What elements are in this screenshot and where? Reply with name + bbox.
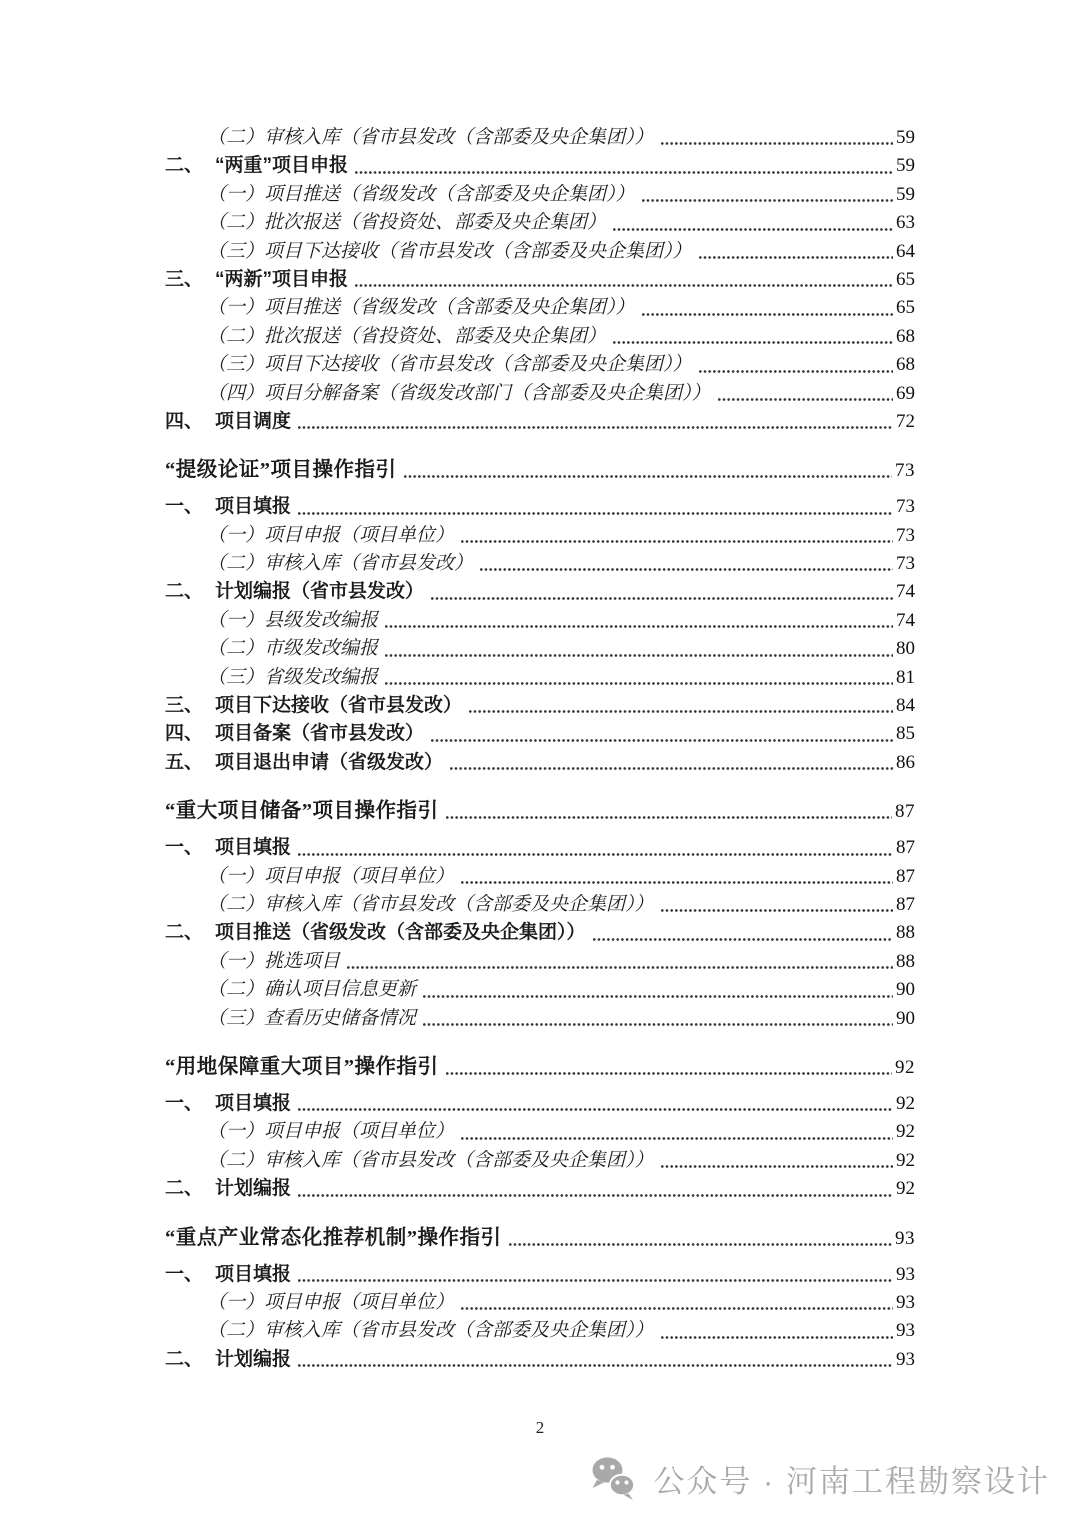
toc-entry-page-number: 87	[896, 893, 915, 915]
toc-entry[interactable]	[165, 179, 915, 207]
toc-entry-label: 项目申报（项目单位）	[264, 524, 455, 546]
toc-entry[interactable]	[165, 747, 915, 775]
toc-entry-number: （二）	[207, 127, 265, 148]
toc-entry-number: （三）	[207, 354, 265, 376]
toc-entry[interactable]	[165, 236, 915, 264]
toc-entry-label: “重大项目储备”项目操作指引	[165, 800, 439, 823]
toc-entry-page-number: 65	[896, 297, 915, 319]
toc-entry-page-number: 93	[895, 1227, 915, 1249]
toc-entry[interactable]	[165, 1287, 915, 1315]
dot-leader	[461, 540, 893, 543]
toc-entry-number: （二）	[207, 325, 265, 347]
dot-leader	[699, 370, 893, 373]
toc-entry-label: 项目申报（项目单位）	[264, 1121, 455, 1143]
toc-entry-label: 项目申报（项目单位）	[264, 865, 455, 887]
toc-entry-page-number: 85	[896, 723, 915, 745]
toc-entry-page-number: 87	[896, 865, 915, 887]
table-of-contents	[165, 122, 915, 1372]
dot-leader	[461, 881, 893, 884]
dot-leader	[298, 853, 893, 856]
toc-entry-label: 项目推送（省级发改（含部委及央企集团））	[264, 297, 635, 319]
toc-entry[interactable]	[165, 491, 915, 519]
dot-leader	[461, 1137, 893, 1140]
toc-entry-page-number: 59	[896, 183, 915, 205]
dot-leader	[450, 767, 893, 770]
toc-entry-number: 一、	[165, 1263, 204, 1285]
toc-entry-label: 查看历史储备情况	[264, 1007, 417, 1029]
toc-entry-number: （一）	[207, 297, 265, 319]
toc-entry[interactable]	[165, 150, 915, 178]
dot-leader	[298, 1364, 893, 1367]
dot-leader	[480, 568, 893, 571]
toc-entry[interactable]	[165, 633, 915, 661]
toc-entry-page-number: 81	[896, 666, 915, 688]
dot-leader	[423, 995, 893, 998]
toc-entry-label: 计划编报	[215, 1178, 292, 1200]
toc-entry-page-number: 88	[896, 922, 915, 944]
toc-entry-page-number: 74	[896, 581, 915, 603]
toc-entry-page-number: 73	[896, 496, 915, 518]
dot-leader	[613, 341, 893, 344]
toc-entry-number: 一、	[165, 837, 204, 859]
toc-entry-label: 县级发改编报	[264, 609, 379, 631]
toc-entry-number: （二）	[207, 638, 265, 660]
toc-entry-number: （二）	[207, 893, 265, 915]
toc-entry[interactable]	[165, 861, 915, 889]
toc-entry[interactable]	[165, 207, 915, 235]
toc-entry-number: （二）	[207, 553, 265, 575]
toc-entry[interactable]	[165, 974, 915, 1002]
dot-leader	[385, 682, 893, 685]
toc-entry[interactable]	[165, 1145, 915, 1173]
toc-entry-number: （二）	[207, 1320, 265, 1342]
watermark-text: 公众号 · 河南工程勘察设计	[653, 1463, 1050, 1499]
toc-entry-label: 确认项目信息更新	[264, 979, 417, 1001]
toc-entry-label: 审核入库（省市县发改（含部委及央企集团））	[264, 893, 654, 915]
toc-entry[interactable]	[165, 1173, 915, 1201]
dot-leader	[347, 966, 893, 969]
toc-entry-number: 一、	[165, 496, 204, 518]
toc-entry[interactable]	[165, 576, 915, 604]
toc-entry-label: 批次报送（省投资处、部委及央企集团）	[264, 212, 607, 234]
toc-entry[interactable]	[165, 832, 915, 860]
dot-leader	[509, 1243, 893, 1246]
toc-entry[interactable]	[165, 1315, 915, 1343]
toc-entry[interactable]	[165, 292, 915, 320]
toc-entry-number: 三、	[165, 695, 204, 717]
dot-leader	[298, 1108, 893, 1111]
toc-entry-label: 审核入库（省市县发改（含部委及央企集团））	[264, 1320, 654, 1342]
dot-leader	[461, 1307, 893, 1310]
toc-entry-page-number: 72	[896, 410, 915, 432]
dot-leader	[355, 171, 893, 174]
toc-entry-number: 二、	[165, 1178, 204, 1200]
toc-entry[interactable]	[165, 406, 915, 434]
toc-entry[interactable]	[165, 690, 915, 718]
toc-entry-page-number: 90	[896, 979, 915, 1001]
toc-entry-page-number: 87	[895, 801, 915, 823]
dot-leader	[298, 426, 893, 429]
toc-entry-number: 四、	[165, 723, 204, 745]
toc-entry-page-number: 93	[896, 1320, 915, 1342]
dot-leader	[613, 228, 893, 231]
dot-leader	[385, 625, 893, 628]
toc-entry-label: 项目申报（项目单位）	[264, 1291, 455, 1313]
toc-entry[interactable]	[165, 662, 915, 690]
toc-entry-number: （一）	[207, 524, 265, 546]
toc-entry-label: 挑选项目	[264, 950, 341, 972]
toc-entry-label: 项目填报	[215, 1092, 292, 1114]
toc-entry[interactable]	[165, 889, 915, 917]
toc-entry-page-number: 86	[896, 751, 915, 773]
toc-entry-page-number: 92	[896, 1149, 915, 1171]
toc-entry-label: 省级发改编报	[264, 666, 379, 688]
toc-entry-page-number: 73	[895, 460, 915, 482]
toc-entry[interactable]	[165, 605, 915, 633]
toc-entry-page-number: 73	[896, 553, 915, 575]
toc-entry-page-number: 64	[896, 240, 915, 262]
toc-entry-page-number: 88	[896, 950, 915, 972]
dot-leader	[718, 398, 893, 401]
wechat-icon	[588, 1455, 638, 1501]
toc-entry-label: 批次报送（省投资处、部委及央企集团）	[264, 325, 607, 347]
toc-entry-label: 审核入库（省市县发改）	[264, 553, 474, 575]
toc-entry-label: 项目备案（省市县发改）	[215, 723, 425, 745]
dot-leader	[661, 142, 893, 145]
toc-entry-page-number: 87	[896, 837, 915, 859]
dot-leader	[446, 1072, 893, 1075]
dot-leader	[661, 909, 893, 912]
toc-entry-number: （二）	[207, 979, 265, 1001]
toc-entry-number: （三）	[207, 666, 265, 688]
toc-entry-number: （一）	[207, 1121, 265, 1143]
toc-entry-label: 项目推送（省级发改（含部委及央企集团））	[264, 183, 635, 205]
toc-entry-label: “两重”项目申报	[215, 155, 349, 177]
watermark	[588, 1455, 1050, 1501]
toc-entry[interactable]	[165, 1116, 915, 1144]
toc-entry[interactable]	[165, 321, 915, 349]
toc-entry[interactable]	[165, 917, 915, 945]
toc-entry-label: 计划编报	[215, 1348, 292, 1370]
dot-leader	[642, 313, 893, 316]
toc-entry-page-number: 63	[896, 212, 915, 234]
toc-entry-label: 项目填报	[215, 837, 292, 859]
toc-entry-label: 项目下达接收（省市县发改）	[215, 695, 463, 717]
dot-leader	[593, 938, 893, 941]
toc-entry-page-number: 93	[896, 1263, 915, 1285]
toc-entry-number: 二、	[165, 155, 204, 177]
toc-entry-label: 项目下达接收（省市县发改（含部委及央企集团））	[264, 354, 692, 376]
toc-entry[interactable]	[165, 378, 915, 406]
toc-entry-page-number: 65	[896, 268, 915, 290]
dot-leader	[699, 256, 893, 259]
toc-entry[interactable]	[165, 264, 915, 292]
toc-entry-number: （二）	[207, 212, 265, 234]
toc-entry-number: （一）	[207, 950, 265, 972]
toc-entry-page-number: 69	[896, 382, 915, 404]
toc-entry-page-number: 84	[896, 695, 915, 717]
toc-entry-label: 项目分解备案（省级发改部门（含部委及央企集团））	[264, 382, 711, 404]
toc-entry[interactable]	[165, 1049, 915, 1080]
toc-entry-label: 项目推送（省级发改（含部委及央企集团））	[215, 922, 586, 944]
dot-leader	[661, 1336, 893, 1339]
toc-entry-label: 项目下达接收（省市县发改（含部委及央企集团））	[264, 240, 692, 262]
toc-entry[interactable]	[165, 946, 915, 974]
toc-entry-label: 市级发改编报	[264, 638, 379, 660]
toc-entry[interactable]	[165, 452, 915, 483]
toc-entry-number: 一、	[165, 1092, 204, 1114]
toc-entry-page-number: 93	[896, 1291, 915, 1313]
toc-entry-page-number: 92	[896, 1092, 915, 1114]
toc-entry-label: 项目退出申请（省级发改）	[215, 751, 444, 773]
toc-entry-number: （二）	[207, 1149, 265, 1171]
toc-entry-label: “两新”项目申报	[215, 268, 349, 290]
dot-leader	[469, 710, 893, 713]
dot-leader	[431, 597, 893, 600]
page-number: 2	[535, 1418, 545, 1437]
dot-leader	[385, 654, 893, 657]
toc-entry[interactable]	[165, 718, 915, 746]
toc-entry-label: 项目调度	[215, 410, 292, 432]
toc-entry-label: “用地保障重大项目”操作指引	[165, 1055, 439, 1078]
toc-entry-number: 二、	[165, 922, 204, 944]
toc-entry-number: （一）	[207, 865, 265, 887]
toc-entry-number: 五、	[165, 751, 204, 773]
dot-leader	[431, 739, 893, 742]
toc-entry-page-number: 68	[896, 325, 915, 347]
toc-entry[interactable]	[165, 1259, 915, 1287]
toc-entry-label: 项目填报	[215, 496, 292, 518]
toc-entry-page-number: 92	[896, 1121, 915, 1143]
toc-entry[interactable]	[165, 1003, 915, 1031]
toc-entry-page-number: 73	[896, 524, 915, 546]
toc-entry-page-number: 59	[896, 127, 915, 148]
toc-entry-number: 二、	[165, 1348, 204, 1370]
toc-entry-page-number: 80	[896, 638, 915, 660]
toc-entry-page-number: 93	[896, 1348, 915, 1370]
dot-leader	[661, 1165, 893, 1168]
toc-entry[interactable]	[165, 1344, 915, 1372]
toc-entry-label: 项目填报	[215, 1263, 292, 1285]
toc-entry-page-number: 92	[896, 1178, 915, 1200]
toc-entry-number: 二、	[165, 581, 204, 603]
toc-entry-page-number: 92	[895, 1056, 915, 1078]
dot-leader	[642, 199, 893, 202]
dot-leader	[298, 512, 893, 515]
dot-leader	[446, 816, 893, 819]
toc-entry[interactable]	[165, 1220, 915, 1251]
toc-entry-page-number: 68	[896, 354, 915, 376]
dot-leader	[298, 1279, 893, 1282]
toc-entry[interactable]	[165, 349, 915, 377]
toc-entry-number: （四）	[207, 382, 265, 404]
toc-entry-label: 审核入库（省市县发改（含部委及央企集团））	[264, 1149, 654, 1171]
dot-leader	[404, 475, 893, 478]
toc-entry-label: 审核入库（省市县发改（含部委及央企集团））	[264, 127, 654, 148]
dot-leader	[298, 1194, 893, 1197]
toc-entry-number: 三、	[165, 268, 204, 290]
toc-entry[interactable]	[165, 122, 915, 150]
toc-entry-page-number: 90	[896, 1007, 915, 1029]
dot-leader	[355, 284, 893, 287]
toc-entry-number: 四、	[165, 410, 204, 432]
toc-entry-label: “提级论证”项目操作指引	[165, 459, 397, 482]
dot-leader	[423, 1023, 893, 1026]
toc-entry-number: （三）	[207, 1007, 265, 1029]
toc-entry-number: （一）	[207, 1291, 265, 1313]
toc-entry-number: （一）	[207, 609, 265, 631]
toc-entry-label: “重点产业常态化推荐机制”操作指引	[165, 1226, 502, 1249]
toc-entry-page-number: 74	[896, 609, 915, 631]
toc-entry-number: （一）	[207, 183, 265, 205]
toc-entry-number: （三）	[207, 240, 265, 262]
toc-entry-page-number: 59	[896, 155, 915, 177]
toc-entry[interactable]	[165, 520, 915, 548]
toc-entry-label: 计划编报（省市县发改）	[215, 581, 425, 603]
toc-entry[interactable]	[165, 548, 915, 576]
toc-entry[interactable]	[165, 793, 915, 824]
toc-entry[interactable]	[165, 1088, 915, 1116]
